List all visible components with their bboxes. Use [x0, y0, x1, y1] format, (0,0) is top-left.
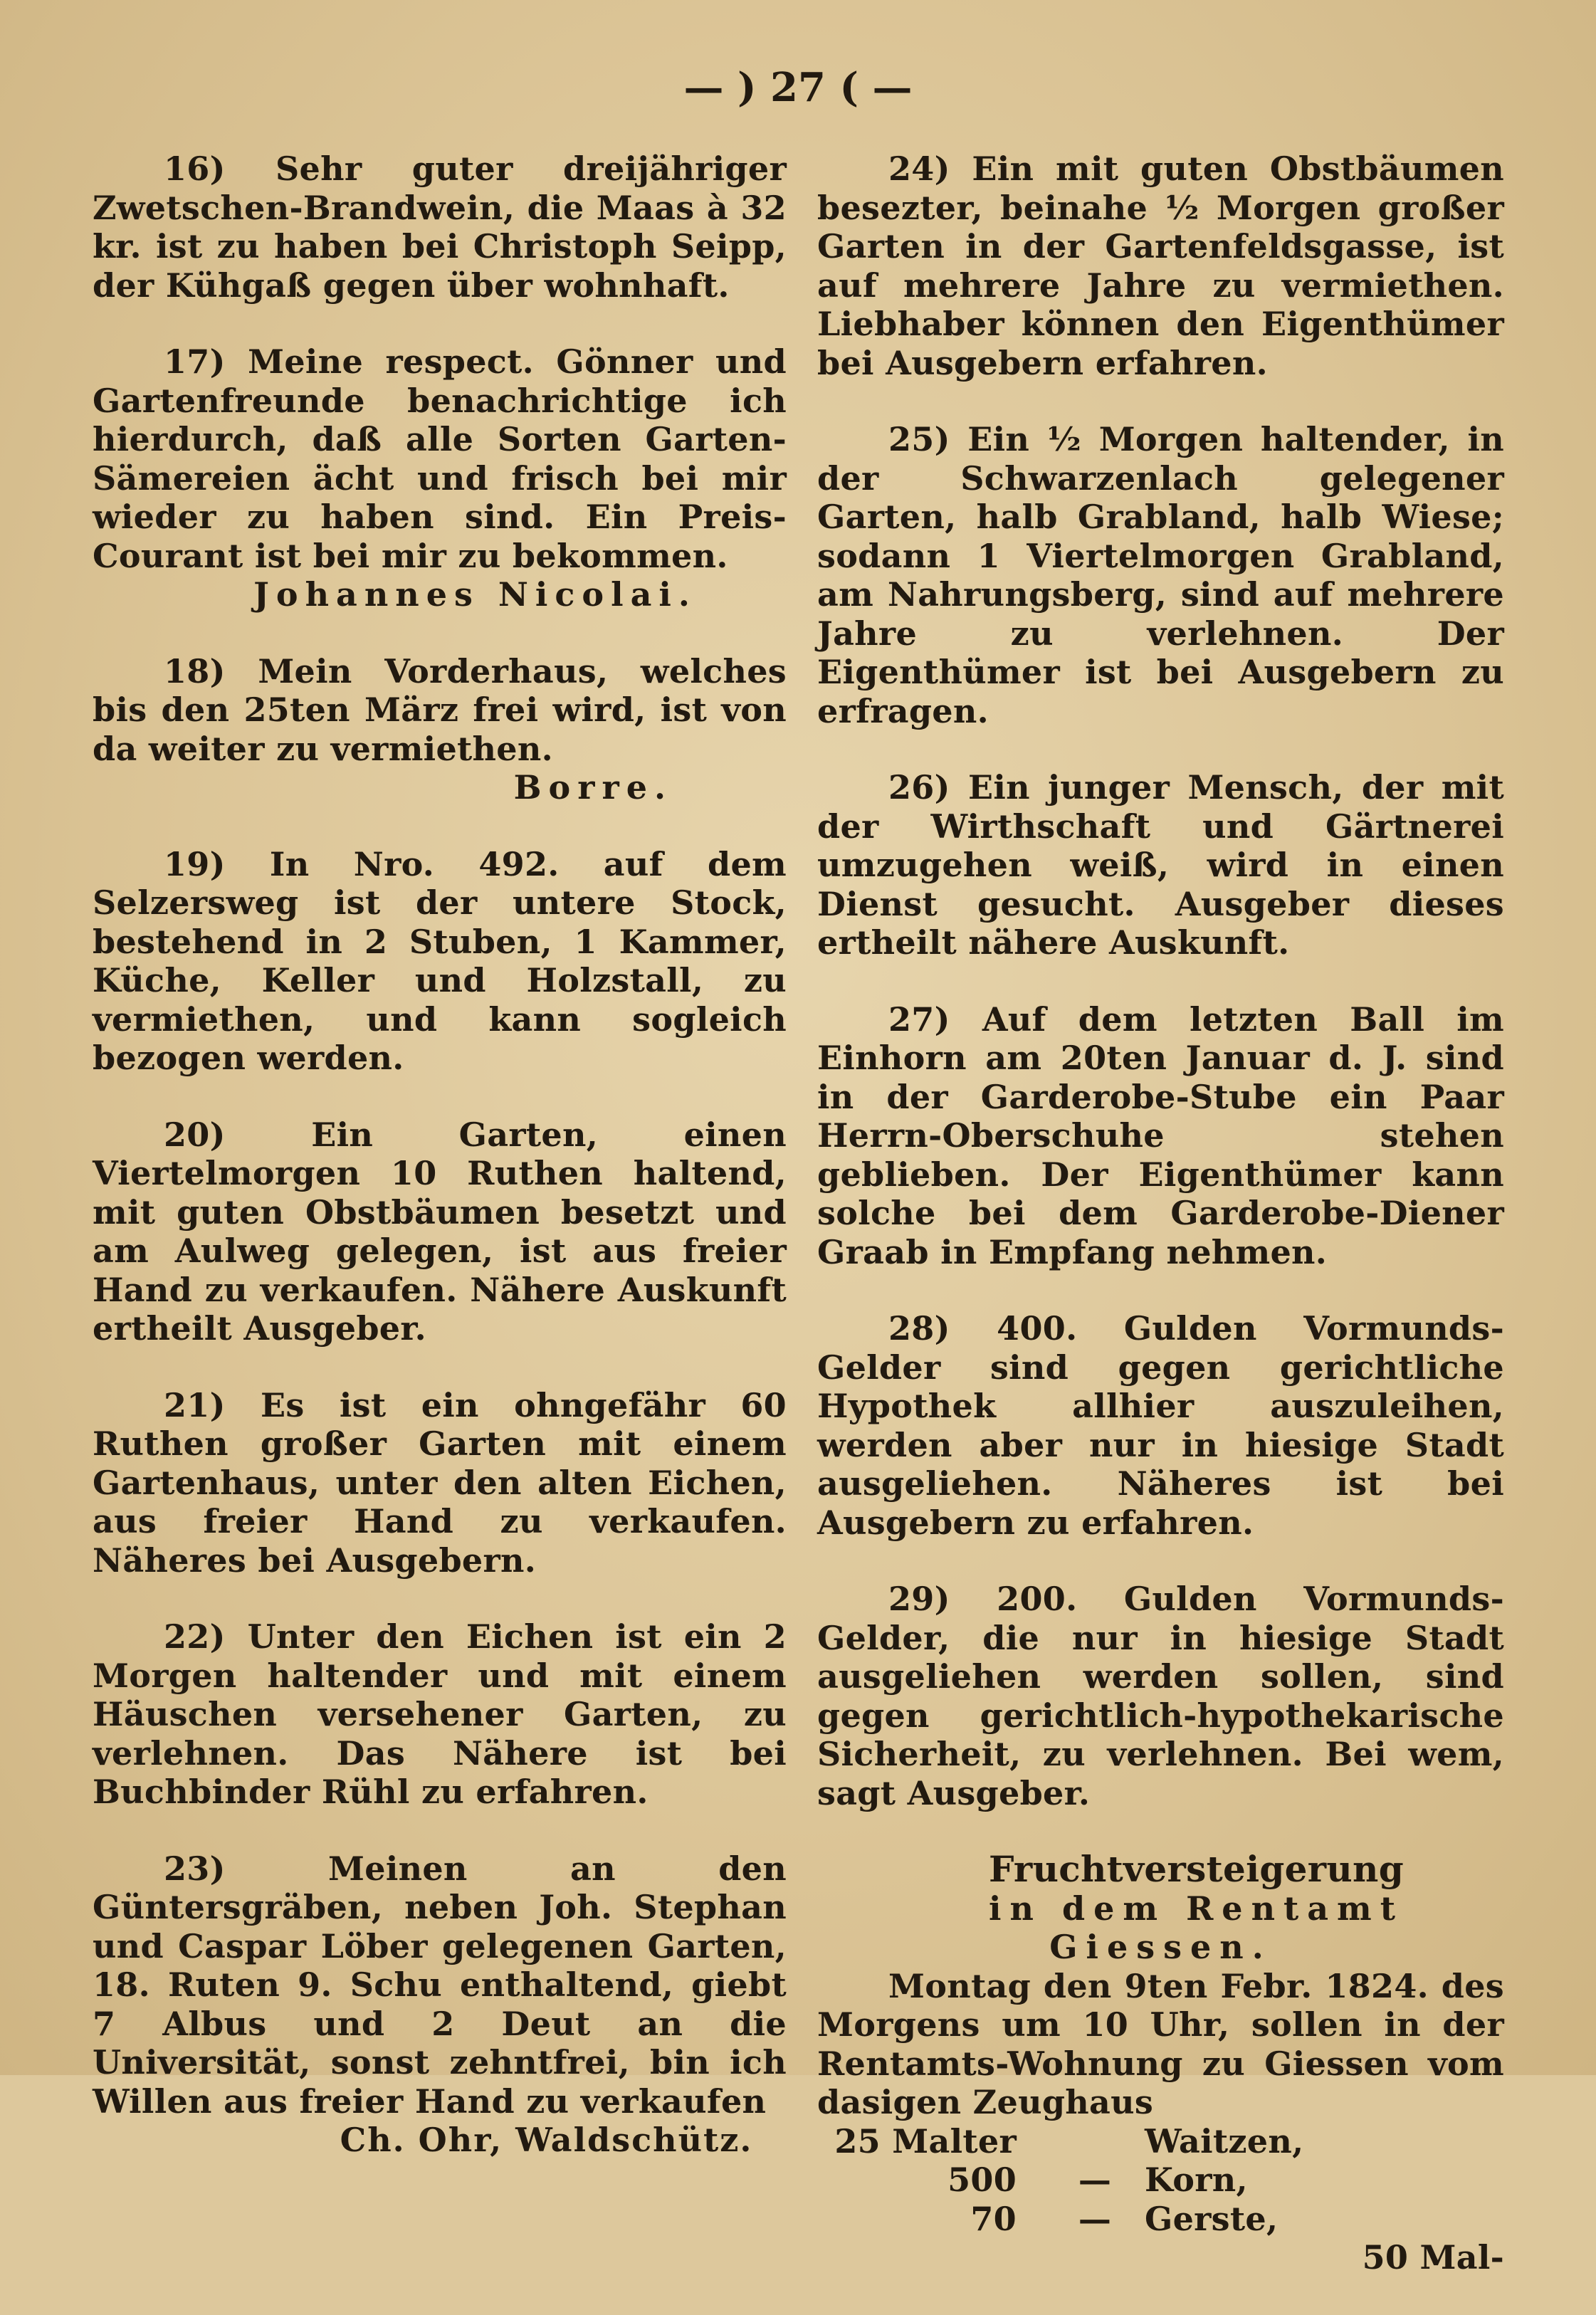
- left-column: [93, 149, 787, 2198]
- auction-item-dash: —: [1078, 2199, 1112, 2238]
- ad-27-text: 27) Auf dem letzten Ball im Einhorn am 20ten Januar d. J. sind in der Garderobe-Stube ein Paar Herrn-Oberschuhe stehen geblieben. Der Eigenthümer kann solche bei dem Garderobe-Diener Graab in Empfang nehmen.: [817, 999, 1504, 1271]
- ad-23: [93, 1849, 787, 2160]
- auction-item-grain: Korn,: [1145, 2161, 1248, 2199]
- ad-26: [817, 768, 1504, 962]
- auction-text: Montag den 9ten Febr. 1824. des Morgens um 10 Uhr, sollen in der Rentamts-Wohnung zu Giessen vom dasigen Zeughaus: [817, 1966, 1504, 2121]
- auction-item-grain: Waitzen,: [1145, 2121, 1304, 2161]
- auction-item: [817, 2200, 1504, 2239]
- ad-24: [817, 149, 1504, 382]
- auction-title: Fruchtversteigerung: [989, 1848, 1404, 1890]
- auction-item-dash: —: [1078, 2161, 1112, 2199]
- ad-22: [93, 1617, 787, 1812]
- ad-21: [93, 1386, 787, 1580]
- ad-17-signature: Johannes Nicolai.: [253, 575, 697, 614]
- ad-17-text: 17) Meine respect. Gönner und Gartenfreunde benachrichtige ich hierdurch, daß alle Sorten Garten-Sämereien ächt und frisch bei mir wieder zu haben sind. Ein Preis-Courant ist bei mir zu bekommen.: [93, 342, 787, 575]
- ad-21-text: 21) Es ist ein ohngefähr 60 Ruthen großer Garten mit einem Gartenhaus, unter den alten Eichen, aus freier Hand zu verkaufen. Näheres bei Ausgebern.: [93, 1385, 787, 1580]
- auction-item-dash: [1045, 2122, 1145, 2161]
- auction-item-qty: 70: [970, 2199, 1017, 2238]
- ad-22-text: 22) Unter den Eichen ist ein 2 Morgen haltender und mit einem Häuschen versehener Garten, zu verlehnen. Das Nähere ist bei Buchbinder Rühl zu erfahren.: [93, 1617, 787, 1811]
- ad-17: [93, 342, 787, 614]
- auction-item: [817, 2161, 1504, 2200]
- auction-item: [817, 2122, 1504, 2161]
- ad-26-text: 26) Ein junger Mensch, der mit der Wirthschaft und Gärtnerei umzugehen weiß, wird in einen Dienst gesucht. Ausgeber dieses ertheilt nähere Auskunft.: [817, 768, 1504, 962]
- ad-28: [817, 1309, 1504, 1542]
- ad-19: [93, 845, 787, 1078]
- auction-items: [817, 2122, 1504, 2239]
- ad-29-text: 29) 200. Gulden Vormunds-Gelder, die nur in hiesige Stadt ausgeliehen werden sollen, sind gegen gerichtlich-hypothekarische Sicherheit, zu verlehnen. Bei wem, sagt Ausgeber.: [817, 1580, 1504, 1812]
- ad-25: [817, 420, 1504, 730]
- auction-item-qty: 500: [947, 2161, 1017, 2199]
- auction-item-grain: Gerste,: [1145, 2199, 1279, 2238]
- page-number-header: — ) 27 ( —: [683, 64, 913, 111]
- ad-20: [93, 1115, 787, 1348]
- ad-16: [93, 149, 787, 305]
- ad-18-text: 18) Mein Vorderhaus, welches bis den 25ten März frei wird, ist von da weiter zu vermiethen.: [93, 651, 787, 768]
- ad-19-text: 19) In Nro. 492. auf dem Selzersweg ist der untere Stock, bestehend in 2 Stuben, 1 Kammer, Küche, Keller und Holzstall, zu vermiethen, und kann sogleich bezogen werden.: [93, 844, 787, 1077]
- ad-20-text: 20) Ein Garten, einen Viertelmorgen 10 Ruthen haltend, mit guten Obstbäumen besetzt und am Aulweg gelegen, ist aus freier Hand zu verkaufen. Nähere Auskunft ertheilt Ausgeber.: [93, 1115, 787, 1348]
- ad-23-text: 23) Meinen an den Güntersgräben, neben Joh. Stephan und Caspar Löber gelegenen Garten, 18. Ruten 9. Schu enthaltend, giebt 7 Albus und 2 Deut an die Universität, sonst zehntfrei, bin ich Willen aus freier Hand zu verkaufen: [93, 1849, 787, 2121]
- right-column: [817, 149, 1504, 2315]
- ad-25-text: 25) Ein ½ Morgen haltender, in der Schwarzenlach gelegener Garten, halb Grabland, halb Wiese; sodann 1 Viertelmorgen Grabland, am Nahrungsberg, sind auf mehrere Jahre zu verlehnen. Der Eigenthümer ist bei Ausgebern zu erfragen.: [817, 420, 1504, 730]
- ad-29: [817, 1580, 1504, 1812]
- auction-subtitle: in dem Rentamt Giessen.: [989, 1889, 1404, 1966]
- catchword: 50 Mal-: [1362, 2238, 1504, 2277]
- ad-28-text: 28) 400. Gulden Vormunds-Gelder sind gegen gerichtliche Hypothek allhier auszuleihen, werden aber nur in hiesige Stadt ausgeliehen. Näheres ist bei Ausgebern zu erfahren.: [817, 1309, 1504, 1542]
- ad-16-text: 16) Sehr guter dreijähriger Zwetschen-Brandwein, die Maas à 32 kr. ist zu haben bei Christoph Seipp, der Kühgaß gegen über wohnhaft.: [93, 149, 787, 305]
- ad-24-text: 24) Ein mit guten Obstbäumen besezter, beinahe ½ Morgen großer Garten in der Gartenfeldsgasse, ist auf mehrere Jahre zu vermiethen. Liebhaber können den Eigenthümer bei Ausgebern erfahren.: [817, 149, 1504, 382]
- ad-27: [817, 1000, 1504, 1272]
- ad-23-signature: Ch. Ohr, Waldschütz.: [340, 2121, 753, 2159]
- auction-notice: [817, 1850, 1504, 2277]
- ad-18-signature: Borre.: [513, 768, 673, 807]
- ad-18: [93, 652, 787, 807]
- auction-item-qty: 25 Malter: [834, 2121, 1017, 2161]
